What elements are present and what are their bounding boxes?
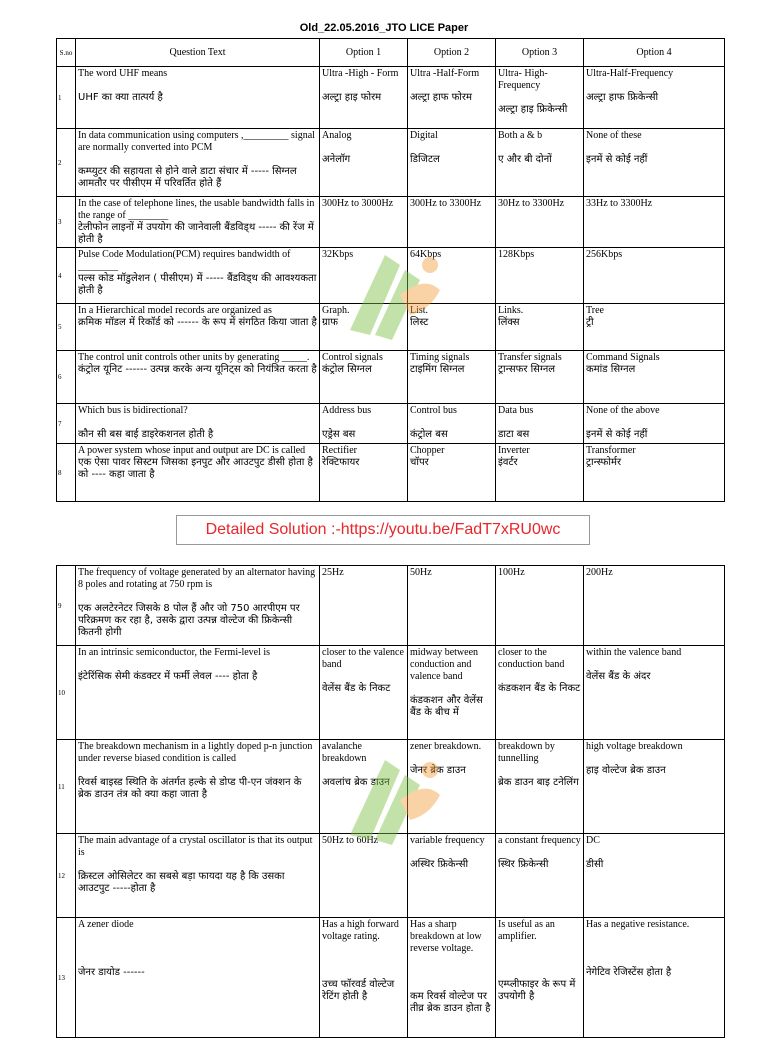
question-text-english: The control unit controls other units by generating _____. <box>78 352 310 363</box>
option-4-cell <box>584 646 725 740</box>
option-2-cell <box>408 444 496 502</box>
option-4-cell <box>584 566 725 646</box>
option-text-hindi: अल्ट्रा हाइ फोरम <box>322 92 382 103</box>
option-text-hindi: डीसी <box>586 859 604 870</box>
question-number: 5 <box>57 304 76 351</box>
option-1-cell <box>320 444 408 502</box>
option-text-english: Ultra -Half-Form <box>410 68 480 79</box>
option-text-hindi: इनमें से कोई नहीं <box>586 429 648 440</box>
option-text-english: within the valence band <box>586 647 682 658</box>
option-text-hindi: ट्रान्सफर सिग्नल <box>498 364 556 375</box>
question-text-cell <box>76 304 320 351</box>
question-row <box>57 740 725 834</box>
question-row <box>57 129 725 197</box>
option-text-english: Rectifier <box>322 445 357 456</box>
option-text-english: Chopper <box>410 445 445 456</box>
option-text-hindi: रेक्टिफायर <box>322 457 360 468</box>
option-3-cell <box>496 351 584 404</box>
option-text-english: variable frequency <box>410 835 485 846</box>
option-text-english: None of the above <box>586 405 660 416</box>
option-1-cell <box>320 740 408 834</box>
option-text-english: None of these <box>586 130 642 141</box>
option-2-cell <box>408 304 496 351</box>
option-2-cell <box>408 129 496 197</box>
option-1-cell <box>320 918 408 1038</box>
question-text-hindi: क्रिस्टल ओसिलेटर का सबसे बड़ा फायदा यह है कि उसका आउटपुट -----होता है <box>78 871 285 894</box>
option-2-cell <box>408 197 496 248</box>
option-1-cell <box>320 129 408 197</box>
question-row <box>57 646 725 740</box>
question-number: 2 <box>57 129 76 197</box>
question-number: 9 <box>57 566 76 646</box>
option-1-cell <box>320 351 408 404</box>
option-text-hindi: वेलेंस बैंड के निकट <box>322 683 391 694</box>
question-text-cell <box>76 67 320 129</box>
option-2-cell <box>408 646 496 740</box>
option-text-hindi: अल्ट्रा हाइ फ्रिकेन्सी <box>498 104 568 115</box>
option-2-cell <box>408 834 496 918</box>
option-text-hindi: इनमें से कोई नहीं <box>586 154 648 165</box>
option-text-english: 128Kbps <box>498 249 535 260</box>
option-4-cell <box>584 351 725 404</box>
option-text-hindi: जेनर ब्रेक डाउन <box>410 765 466 776</box>
question-number: 11 <box>57 740 76 834</box>
option-3-cell <box>496 248 584 304</box>
option-text-english: 25Hz <box>322 567 344 578</box>
option-text-english: 256Kbps <box>586 249 623 260</box>
question-row <box>57 834 725 918</box>
option-3-cell <box>496 197 584 248</box>
question-text-cell <box>76 646 320 740</box>
option-3-cell <box>496 566 584 646</box>
option-text-hindi: एड्रेस बस <box>322 429 356 440</box>
option-text-english: Links. <box>498 305 524 316</box>
question-text-english: The word UHF means <box>78 68 168 79</box>
question-text-english: The main advantage of a crystal oscillator is that its output is <box>78 835 313 858</box>
option-text-english: Has a negative resistance. <box>586 919 690 930</box>
option-2-cell <box>408 740 496 834</box>
question-text-hindi: रिवर्स बाइस्ड स्थिति के अंतर्गत हल्के से डोप्ड पी-एन जंक्शन के ब्रेक डाउन तंत्र को क्या कहा जाता है <box>78 777 302 800</box>
option-2-cell <box>408 351 496 404</box>
option-text-hindi: इंवर्टर <box>498 457 518 468</box>
option-text-english: 200Hz <box>586 567 613 578</box>
option-text-hindi: कंट्रोल सिग्नल <box>322 364 372 375</box>
option-2-cell <box>408 404 496 444</box>
option-text-hindi: स्थिर फ्रिकेन्सी <box>498 859 549 870</box>
option-text-english: closer to the valence band <box>322 647 404 670</box>
option-text-english: 50Hz <box>410 567 432 578</box>
option-1-cell <box>320 304 408 351</box>
question-text-hindi: कम्प्युटर की सहायता से होने वाले डाटा संचार में ----- सिग्नल आमतौर पर पीसीएम में परिवर्तित होते हैं <box>78 166 297 189</box>
option-text-english: Digital <box>410 130 438 141</box>
option-text-english: Ultra-Half-Frequency <box>586 68 674 79</box>
option-text-english: 30Hz to 3300Hz <box>498 198 565 209</box>
question-text-english: In an intrinsic semiconductor, the Fermi-level is <box>78 647 271 658</box>
option-text-english: List. <box>410 305 429 316</box>
question-row <box>57 197 725 248</box>
option-text-english: Ultra -High - Form <box>322 68 399 79</box>
option-text-english: Graph. <box>322 305 350 316</box>
question-text-hindi: UHF का क्या तात्पर्य है <box>78 92 163 103</box>
option-4-cell <box>584 444 725 502</box>
option-text-hindi: कम रिवर्स वोल्टेज पर तीव्र ब्रेक डाउन होता है <box>410 991 491 1014</box>
option-text-english: 100Hz <box>498 567 525 578</box>
question-text-hindi: कौन सी बस बाई डाइरेकशनल होती है <box>78 429 214 440</box>
option-3-cell <box>496 646 584 740</box>
option-1-cell <box>320 404 408 444</box>
question-number: 4 <box>57 248 76 304</box>
option-3-cell <box>496 304 584 351</box>
option-1-cell <box>320 197 408 248</box>
question-number: 13 <box>57 918 76 1038</box>
option-text-hindi: लिंक्स <box>498 317 520 328</box>
header-row <box>57 39 725 67</box>
option-text-hindi: हाइ वोल्टेज ब्रेक डाउन <box>586 765 666 776</box>
option-text-hindi: टाइमिंग सिग्नल <box>410 364 465 375</box>
option-3-cell <box>496 444 584 502</box>
option-text-english: 32Kbps <box>322 249 354 260</box>
option-text-english: Inverter <box>498 445 530 456</box>
question-text-hindi: टेलीफोन लाइनों में उपयोग की जानेवाली बैंडविड्थ ----- की रेंज में होती है <box>78 222 314 245</box>
header-option-2: Option 2 <box>408 39 496 67</box>
option-3-cell <box>496 129 584 197</box>
question-text-cell <box>76 444 320 502</box>
option-text-hindi: ट्री <box>586 317 594 328</box>
header-option-1: Option 1 <box>320 39 408 67</box>
option-4-cell <box>584 67 725 129</box>
question-text-hindi: कंट्रोल यूनिट ------ उत्पन्न करके अन्य यूनिट्स को नियंत्रित करता है <box>78 364 317 375</box>
option-2-cell <box>408 248 496 304</box>
question-text-cell <box>76 197 320 248</box>
option-text-english: Command Signals <box>586 352 660 363</box>
option-2-cell <box>408 566 496 646</box>
option-text-english: Analog <box>322 130 352 141</box>
question-row <box>57 351 725 404</box>
option-text-english: zener breakdown. <box>410 741 482 752</box>
page-title: Old_22.05.2016_JTO LICE Paper <box>299 22 469 34</box>
option-4-cell <box>584 834 725 918</box>
option-text-hindi: कमांड सिग्नल <box>586 364 636 375</box>
question-row <box>57 404 725 444</box>
option-text-english: 300Hz to 3000Hz <box>322 198 394 209</box>
option-text-english: Address bus <box>322 405 372 416</box>
question-text-cell <box>76 834 320 918</box>
option-text-english: Timing signals <box>410 352 470 363</box>
question-text-cell <box>76 740 320 834</box>
question-text-english: Pulse Code Modulation(PCM) requires bandwidth of ________ <box>78 249 291 272</box>
questions-table-page-2 <box>56 565 725 1038</box>
option-text-english: 50Hz to 60Hz <box>322 835 379 846</box>
question-number: 8 <box>57 444 76 502</box>
question-text-english: In a Hierarchical model records are organized as <box>78 305 272 316</box>
question-number: 7 <box>57 404 76 444</box>
option-1-cell <box>320 248 408 304</box>
question-row <box>57 304 725 351</box>
header-option-4: Option 4 <box>584 39 725 67</box>
option-text-hindi: लिस्ट <box>410 317 429 328</box>
option-text-hindi: अवलांच ब्रेक डाउन <box>322 777 390 788</box>
question-text-english: The frequency of voltage generated by an alternator having 8 poles and rotating at 750 rpm is <box>78 567 316 590</box>
solution-link-banner[interactable]: Detailed Solution :-https://youtu.be/FadT7xRU0wc <box>176 515 590 545</box>
question-number: 12 <box>57 834 76 918</box>
option-4-cell <box>584 129 725 197</box>
question-text-hindi: एक ऐसा पावर सिस्टम जिसका इनपुट और आउटपुट डीसी होता है को ---- कहा जाता है <box>78 457 313 480</box>
question-text-cell <box>76 129 320 197</box>
option-text-hindi: डाटा बस <box>498 429 530 440</box>
option-text-hindi: उच्च फॉरवर्ड वोल्टेज रेटिंग होती है <box>322 979 395 1002</box>
question-text-cell <box>76 351 320 404</box>
question-text-hindi: क्रमिक मॉडल में रिकॉर्ड को ------ के रूप में संगठित किया जाता है <box>78 317 317 328</box>
question-text-cell <box>76 248 320 304</box>
option-text-english: Transformer <box>586 445 636 456</box>
question-row <box>57 248 725 304</box>
option-1-cell <box>320 646 408 740</box>
option-text-english: DC <box>586 835 600 846</box>
option-text-english: Tree <box>586 305 604 316</box>
question-text-hindi: जेनर डायोड ------ <box>78 967 145 978</box>
header-question: Question Text <box>76 39 320 67</box>
option-text-english: closer to the conduction band <box>498 647 565 670</box>
option-text-english: a constant frequency <box>498 835 581 846</box>
option-text-english: Has a sharp breakdown at low reverse voltage. <box>410 919 482 954</box>
option-1-cell <box>320 834 408 918</box>
option-text-hindi: कंट्रोल बस <box>410 429 448 440</box>
option-text-hindi: नेगेटिव रेजिस्टेंस होता है <box>586 967 672 978</box>
option-text-hindi: चॉपर <box>410 457 429 468</box>
option-text-english: breakdown by tunnelling <box>498 741 555 764</box>
option-3-cell <box>496 67 584 129</box>
option-text-english: Has a high forward voltage rating. <box>322 919 399 942</box>
option-1-cell <box>320 67 408 129</box>
question-text-hindi: इंटेरिंसिक सेमी कंडक्टर में फर्मी लेवल ---- होता है <box>78 671 258 682</box>
question-text-english: In the case of telephone lines, the usable bandwidth falls in the range of ________ <box>78 198 315 221</box>
option-text-hindi: ट्रान्स्फोर्मर <box>586 457 622 468</box>
option-text-hindi: डिजिटल <box>410 154 440 165</box>
question-text-hindi: पल्स कोड मॉडुलेशन ( पीसीएम) में ----- बैंडविड्थ की आवश्यकता होती है <box>78 273 317 296</box>
option-text-hindi: अल्ट्रा हाफ फोरम <box>410 92 472 103</box>
option-text-hindi: कंडकशन और वेलेंस बैंड के बीच में <box>410 695 483 718</box>
question-row <box>57 67 725 129</box>
question-text-cell <box>76 918 320 1038</box>
header-sno: S.no <box>57 39 76 67</box>
question-number: 10 <box>57 646 76 740</box>
option-text-hindi: अल्ट्रा हाफ फ्रिकेन्सी <box>586 92 659 103</box>
question-row <box>57 566 725 646</box>
option-text-english: Both a & b <box>498 130 543 141</box>
option-text-english: Is useful as an amplifier. <box>498 919 555 942</box>
questions-table-page-1 <box>56 38 725 502</box>
option-4-cell <box>584 740 725 834</box>
option-text-hindi: ब्रेक डाउन बाइ टनेलिंग <box>498 777 579 788</box>
option-text-english: Transfer signals <box>498 352 562 363</box>
option-3-cell <box>496 404 584 444</box>
question-text-english: Which bus is bidirectional? <box>78 405 188 416</box>
question-row <box>57 918 725 1038</box>
option-text-english: Control bus <box>410 405 457 416</box>
question-number: 1 <box>57 67 76 129</box>
option-4-cell <box>584 918 725 1038</box>
question-row <box>57 444 725 502</box>
option-1-cell <box>320 566 408 646</box>
option-3-cell <box>496 918 584 1038</box>
option-2-cell <box>408 67 496 129</box>
question-text-english: In data communication using computers ,_________ signal are normally converted into PCM <box>78 130 315 153</box>
option-text-hindi: एम्प्लीफाइर के रूप में उपयोगी है <box>498 979 576 1002</box>
option-text-english: 64Kbps <box>410 249 442 260</box>
question-text-english: The breakdown mechanism in a lightly doped p-n junction under reverse biased condition is called <box>78 741 313 764</box>
option-text-english: midway between conduction and valence band <box>410 647 479 682</box>
option-text-hindi: अस्थिर फ्रिकेन्सी <box>410 859 469 870</box>
option-text-english: avalanche breakdown <box>322 741 367 764</box>
question-text-english: A zener diode <box>78 919 134 930</box>
option-text-english: 300Hz to 3300Hz <box>410 198 482 209</box>
option-text-hindi: वेलेंस बैंड के अंदर <box>586 671 651 682</box>
option-4-cell <box>584 404 725 444</box>
option-text-hindi: ए और बी दोनों <box>498 154 552 165</box>
header-option-3: Option 3 <box>496 39 584 67</box>
option-text-hindi: ग्राफ <box>322 317 338 328</box>
question-text-english: A power system whose input and output are DC is called <box>78 445 306 456</box>
option-3-cell <box>496 834 584 918</box>
option-text-english: Control signals <box>322 352 383 363</box>
option-3-cell <box>496 740 584 834</box>
question-text-cell <box>76 404 320 444</box>
option-text-hindi: कंडकशन बैंड के निकट <box>498 683 581 694</box>
question-number: 6 <box>57 351 76 404</box>
option-text-english: Data bus <box>498 405 534 416</box>
option-4-cell <box>584 197 725 248</box>
option-text-english: 33Hz to 3300Hz <box>586 198 653 209</box>
option-4-cell <box>584 248 725 304</box>
question-text-cell <box>76 566 320 646</box>
question-number: 3 <box>57 197 76 248</box>
option-text-english: Ultra- High-Frequency <box>498 68 548 91</box>
question-text-hindi: एक अलटेरनेटर जिसके 8 पोल हैं और जो 750 आरपीएम पर परिक्रमण कर रहा है, उसके द्वारा उत्पन्न वोल्टेज की फ्रिकेन्सी कितनी होगी <box>78 603 300 638</box>
option-4-cell <box>584 304 725 351</box>
option-text-hindi: अनेलॉग <box>322 154 351 165</box>
option-2-cell <box>408 918 496 1038</box>
option-text-english: high voltage breakdown <box>586 741 683 752</box>
